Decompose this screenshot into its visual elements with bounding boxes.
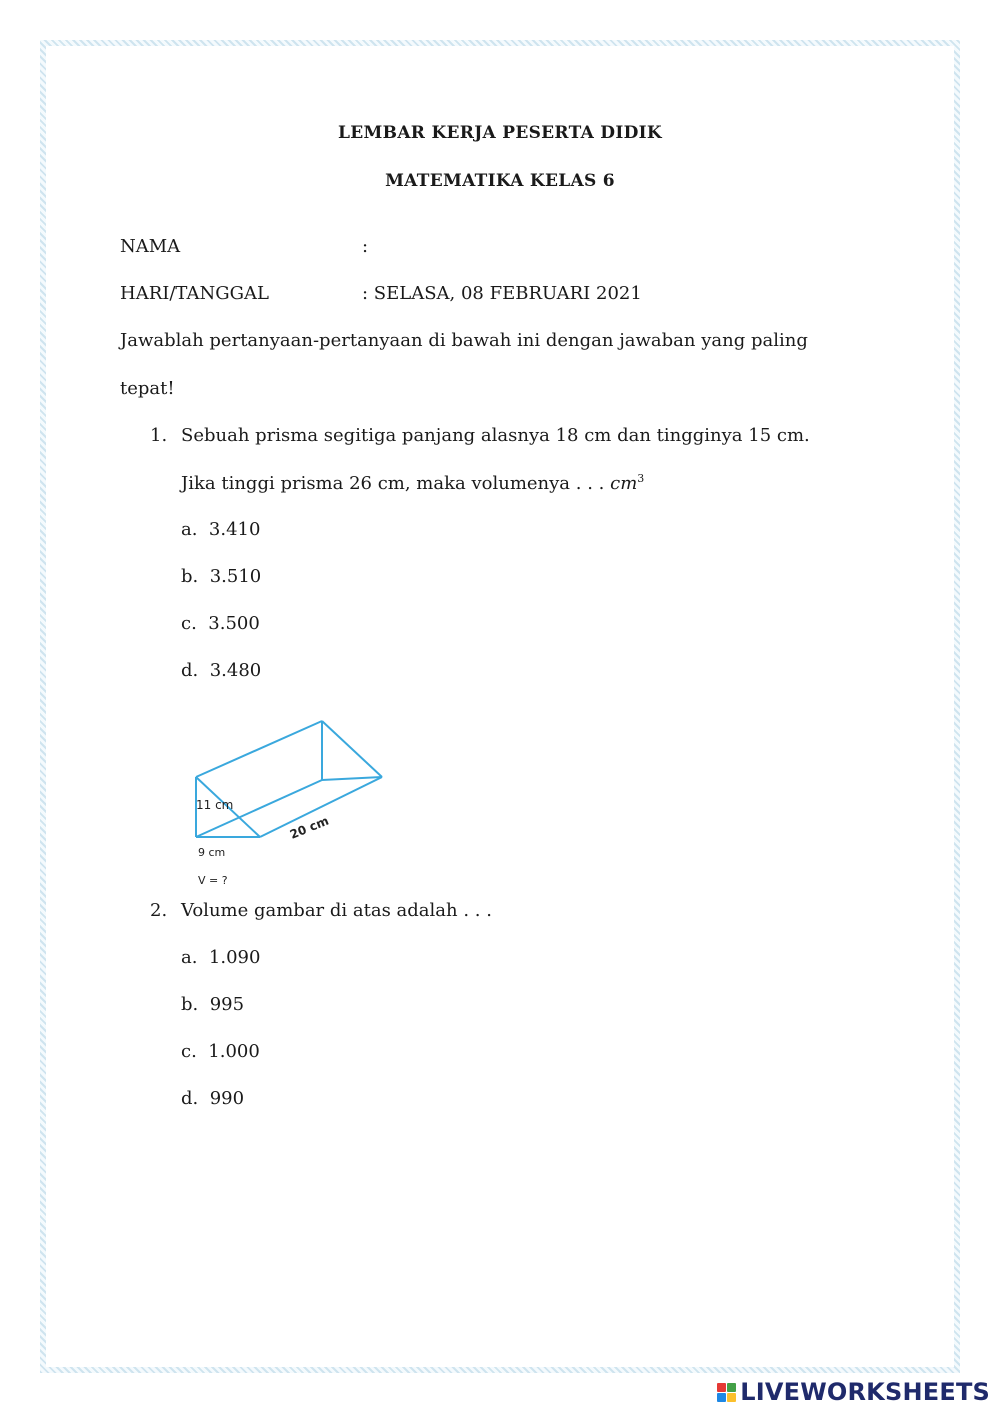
question-2-number: 2. [150, 900, 168, 921]
height-label: 11 cm [196, 798, 234, 812]
worksheet-title: LEMBAR KERJA PESERTA DIDIK [338, 123, 662, 143]
prism-edge [196, 721, 322, 777]
question-2-text: Volume gambar di atas adalah . . . [181, 900, 492, 921]
date-label: HARI/TANGGAL [120, 283, 269, 304]
question-1-option-a[interactable]: a. 3.410 [181, 519, 261, 540]
prism-edge [322, 721, 382, 777]
question-2-option-d[interactable]: d. 990 [181, 1088, 245, 1109]
instructions-line-1: Jawablah pertanyaan-pertanyaan di bawah ini dengan jawaban yang paling [120, 330, 808, 351]
logo-square [717, 1383, 726, 1392]
question-1-text-line-2 [181, 472, 644, 494]
triangular-prism-figure [180, 705, 400, 895]
liveworksheets-brand[interactable] [717, 1377, 990, 1407]
volume-label: V = ? [198, 874, 228, 887]
date-value: : SELASA, 08 FEBRUARI 2021 [362, 283, 642, 304]
length-label: 20 cm [287, 813, 331, 842]
prism-diagram [180, 705, 400, 895]
logo-square [717, 1393, 726, 1402]
question-1-option-c[interactable]: c. 3.500 [181, 613, 260, 634]
instructions-line-2: tepat! [120, 378, 175, 399]
logo-square [727, 1393, 736, 1402]
question-1-number: 1. [150, 425, 168, 446]
question-1-option-b[interactable]: b. 3.510 [181, 566, 262, 587]
question-1-unit: $cm^3$ [610, 472, 645, 494]
brand-name: LIVEWORKSHEETS [740, 1378, 990, 1406]
question-2-option-c[interactable]: c. 1.000 [181, 1041, 260, 1062]
base-label: 9 cm [198, 846, 226, 859]
prism-edge [322, 777, 382, 780]
question-1-prompt: Jika tinggi prisma 26 cm, maka volumenya . . . [181, 473, 605, 494]
name-label: NAMA [120, 236, 181, 257]
worksheet-subtitle: MATEMATIKA KELAS 6 [385, 171, 615, 191]
logo-square [727, 1383, 736, 1392]
name-separator: : [362, 236, 369, 257]
question-2-option-a[interactable]: a. 1.090 [181, 947, 261, 968]
liveworksheets-logo-icon [717, 1383, 736, 1402]
question-1-option-d[interactable]: d. 3.480 [181, 660, 262, 681]
question-2-option-b[interactable]: b. 995 [181, 994, 245, 1015]
question-1-text-line-1: Sebuah prisma segitiga panjang alasnya 18 cm dan tingginya 15 cm. [181, 425, 810, 446]
